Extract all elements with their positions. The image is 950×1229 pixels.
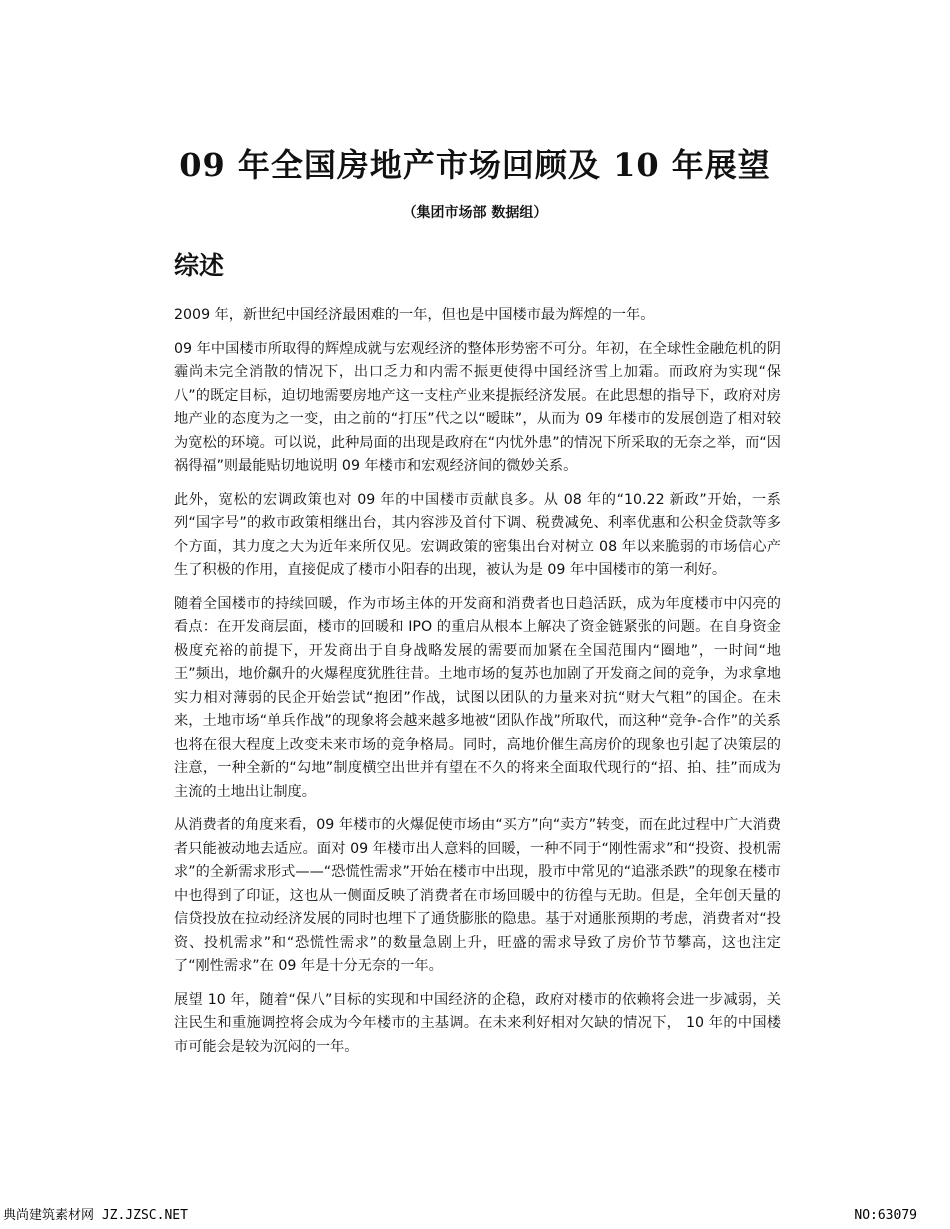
watermark-number: NO:63079 <box>854 1208 917 1223</box>
document-subtitle: （集团市场部 数据组） <box>402 205 548 221</box>
body-text <box>174 304 781 1069</box>
document-title: 09 年全国房地产市场回顾及 10 年展望 <box>179 146 771 184</box>
watermark-site: 典尚建筑素材网 JZ.JZSC.NET <box>3 1208 188 1223</box>
paragraph: 从消费者的角度来看，09 年楼市的火爆促使市场由“买方”向“卖方”转变，而在此过程中广大消费者只能被动地去适应。面对 09 年楼市出人意料的回暖，一种不同于“刚性需求”和“投资、投机需求”的全新需求形式——“恐慌性需求”开始在楼市中出现，股市中常见的“追涨杀跌”的现象在楼市中也得到了印证，这也从一侧面反映了消费者在市场回暖中的彷徨与无助。但是，全年创天量的信贷投放在拉动经济发展的同时也埋下了通货膨胀的隐患。基于对通胀预期的考虑，消费者对“投资、投机需求”和“恐慌性需求”的数量急剧上升，旺盛的需求导致了房价节节攀高，这也注定了“刚性需求”在 09 年是十分无奈的一年。 <box>174 817 781 974</box>
paragraph: 随着全国楼市的持续回暖，作为市场主体的开发商和消费者也日趋活跃，成为年度楼市中闪亮的看点：在开发商层面，楼市的回暖和 IPO 的重启从根本上解决了资金链紧张的问题。在自身资金极度充裕的前提下，开发商出于自身战略发展的需要而加紧在全国范围内“圈地”，一时间“地王”频出，地价飙升的火爆程度犹胜往昔。土地市场的复苏也加剧了开发商之间的竞争，为求拿地实力相对薄弱的民企开始尝试“抱团”作战，试图以团队的力量来对抗“财大气粗”的国企。在未来，土地市场“单兵作战”的现象将会越来越多地被“团队作战”所取代，而这种“竞争-合作”的关系也将在很大程度上改变未来市场的竞争格局。同时，高地价催生高房价的现象也引起了决策层的注意，一种全新的“勾地”制度横空出世并有望在不久的将来全面取代现行的“招、拍、挂”而成为主流的土地出让制度。 <box>174 595 781 800</box>
paragraph: 此外，宽松的宏调政策也对 09 年的中国楼市贡献良多。从 08 年的“10.22 新政”开始，一系列“国字号”的救市政策相继出台，其内容涉及首付下调、税费减免、利率优惠和公积金贷款等多个方面，其力度之大为近年来所仅见。宏调政策的密集出台对树立 08 年以来脆弱的市场信心产生了积极的作用，直接促成了楼市小阳春的出现，被认为是 09 年中国楼市的第一利好。 <box>174 491 781 578</box>
paragraph: 09 年中国楼市所取得的辉煌成就与宏观经济的整体形势密不可分。年初，在全球性金融危机的阴霾尚未完全消散的情况下，出口乏力和内需不振更使得中国经济雪上加霜。而政府为实现“保八”的既定目标，迫切地需要房地产这一支柱产业来提振经济发展。在此思想的指导下，政府对房地产业的态度为之一变，由之前的“打压”代之以“暧昧”，从而为 09 年楼市的发展创造了相对较为宽松的环境。可以说，此种局面的出现是政府在“内忧外患”的情况下所采取的无奈之举，而“因祸得福”则最能贴切地说明 09 年楼市和宏观经济间的微妙关系。 <box>174 340 781 474</box>
paragraph: 2009 年，新世纪中国经济最困难的一年，但也是中国楼市最为辉煌的一年。 <box>174 307 655 323</box>
paragraph: 展望 10 年，随着“保八”目标的实现和中国经济的企稳，政府对楼市的依赖将会进一步减弱，关注民生和重施调控将会成为今年楼市的主基调。在未来利好相对欠缺的情况下， 10 年的中国楼市可能会是较为沉闷的一年。 <box>174 991 781 1055</box>
section-heading: 综述 <box>174 251 225 280</box>
